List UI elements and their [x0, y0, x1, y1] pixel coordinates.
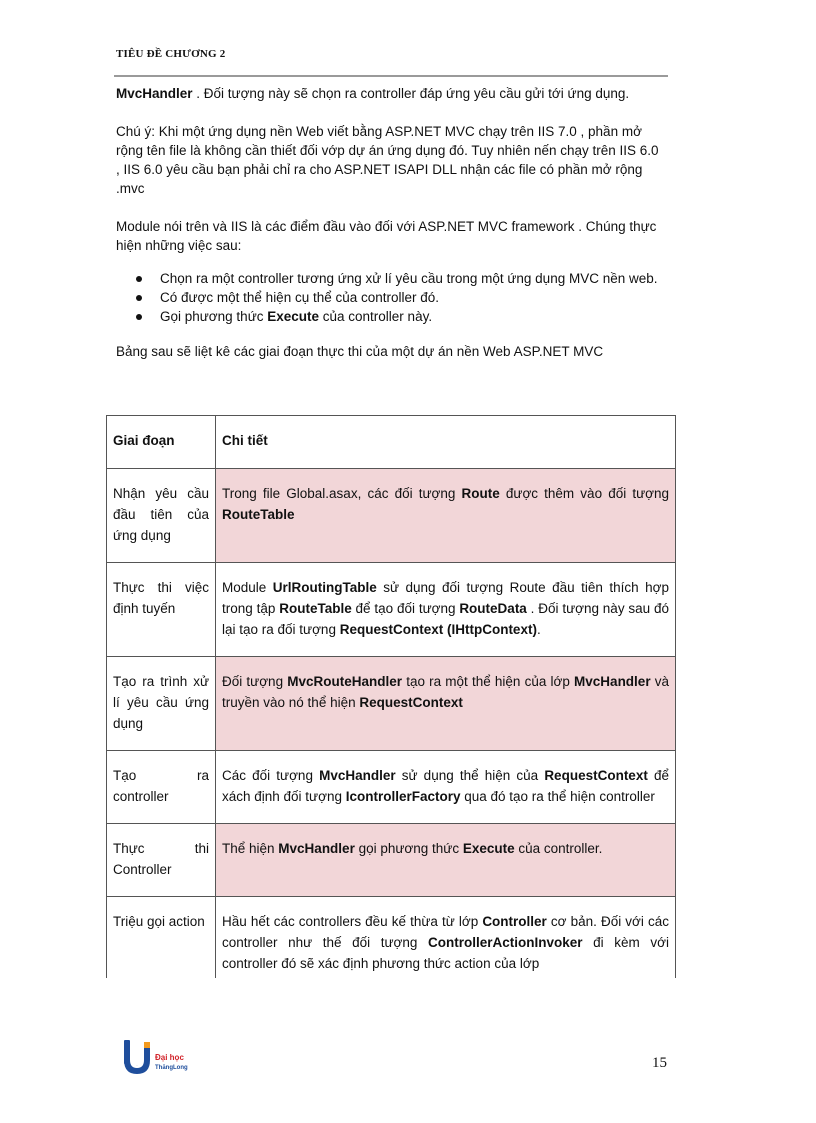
mvchandler-term: MvcHandler: [116, 86, 193, 101]
paragraph-intro: [116, 84, 666, 103]
list-item: [160, 307, 666, 326]
detail-cell: Đối tượng MvcRouteHandler tạo ra một thể hiện của lớp MvcHandler và truyền vào nó thể hiện RequestContext: [216, 657, 676, 751]
logo-text-line2: ThăngLong: [155, 1065, 188, 1071]
stage-cell: Tạo ra trình xử lí yêu cầu ứng dụng: [107, 657, 216, 751]
page-number: 15: [652, 1055, 667, 1071]
execute-term: Execute: [267, 309, 320, 324]
list-item: Chọn ra một controller tương ứng xử lí yêu cầu trong một ứng dụng MVC nền web.: [160, 269, 666, 288]
stage-cell: Thực thi việc định tuyến: [107, 563, 216, 657]
university-logo: [118, 1038, 218, 1078]
table-row: [107, 469, 676, 563]
paragraph-intro-text: . Đối tượng này sẽ chọn ra controller đáp ứng yêu cầu gửi tới ứng dụng.: [192, 86, 630, 101]
detail-cell: Thể hiện MvcHandler gọi phương thức Execute của controller.: [216, 824, 676, 897]
detail-cell: Module UrlRoutingTable sử dụng đối tượng Route đầu tiên thích hợp trong tập RouteTable để tạo đối tượng RouteData . Đối tượng này sau đó lại tạo ra đối tượng RequestContext (IHttpContext).: [216, 563, 676, 657]
header-stage: Giai đoạn: [107, 416, 216, 469]
table-row: [107, 751, 676, 824]
table-row: [107, 563, 676, 657]
header-detail: Chi tiết: [216, 416, 676, 469]
logo-letter: U: [136, 1066, 138, 1067]
body-text: [116, 84, 666, 380]
task-list: [116, 269, 666, 326]
table-row: [107, 824, 676, 897]
paragraph-table-intro: Bảng sau sẽ liệt kê các giai đoạn thực thi của một dự án nền Web ASP.NET MVC: [116, 344, 604, 359]
header-divider: [114, 75, 668, 77]
paragraph-note: Chú ý: Khi một ứng dụng nền Web viết bằng ASP.NET MVC chạy trên IIS 7.0 , phần mở rộng tên file là không cần thiết đối vớp dự án ứng dụng đó. Tuy nhiên nến chạy trên IIS 6.0 , IIS 6.0 yêu cầu bạn phải chỉ ra cho ASP.NET ISAPI DLL nhận các file có phần mở rộng .mvc: [116, 124, 659, 196]
stage-cell: Triệu gọi action: [107, 897, 216, 979]
list-item: Có được một thể hiện cụ thể của controller đó.: [160, 288, 666, 307]
list-item-text: Gọi phương thức: [160, 309, 268, 324]
chapter-header: TIÊU ĐỀ CHƯƠNG 2: [116, 48, 226, 60]
table-row: [107, 657, 676, 751]
stages-table: [106, 415, 676, 978]
logo-text-line1: Đại học: [155, 1053, 184, 1062]
list-item-text: của controller này.: [319, 309, 433, 324]
detail-cell: Hầu hết các controllers đều kế thừa từ lớp Controller cơ bản. Đối với các controller như thế đối tượng ControllerActionInvoker đi kèm với controller đó sẽ xác định phương thức action của lớp: [216, 897, 676, 979]
stage-cell: Tạo ra controller: [107, 751, 216, 824]
paragraph-module: Module nói trên và IIS là các điểm đầu vào đối với ASP.NET MVC framework . Chúng thực hiện những việc sau:: [116, 219, 657, 253]
detail-cell: Trong file Global.asax, các đối tượng Route được thêm vào đối tượng RouteTable: [216, 469, 676, 563]
logo-accent: [144, 1042, 150, 1048]
stage-cell: Thực thi Controller: [107, 824, 216, 897]
table-header-row: [107, 416, 676, 469]
detail-cell: Các đối tượng MvcHandler sử dụng thể hiện của RequestContext để xách định đối tượng IcontrollerFactory qua đó tạo ra thể hiện controller: [216, 751, 676, 824]
table-row: [107, 897, 676, 979]
stage-cell: Nhận yêu cầu đầu tiên của ứng dụng: [107, 469, 216, 563]
